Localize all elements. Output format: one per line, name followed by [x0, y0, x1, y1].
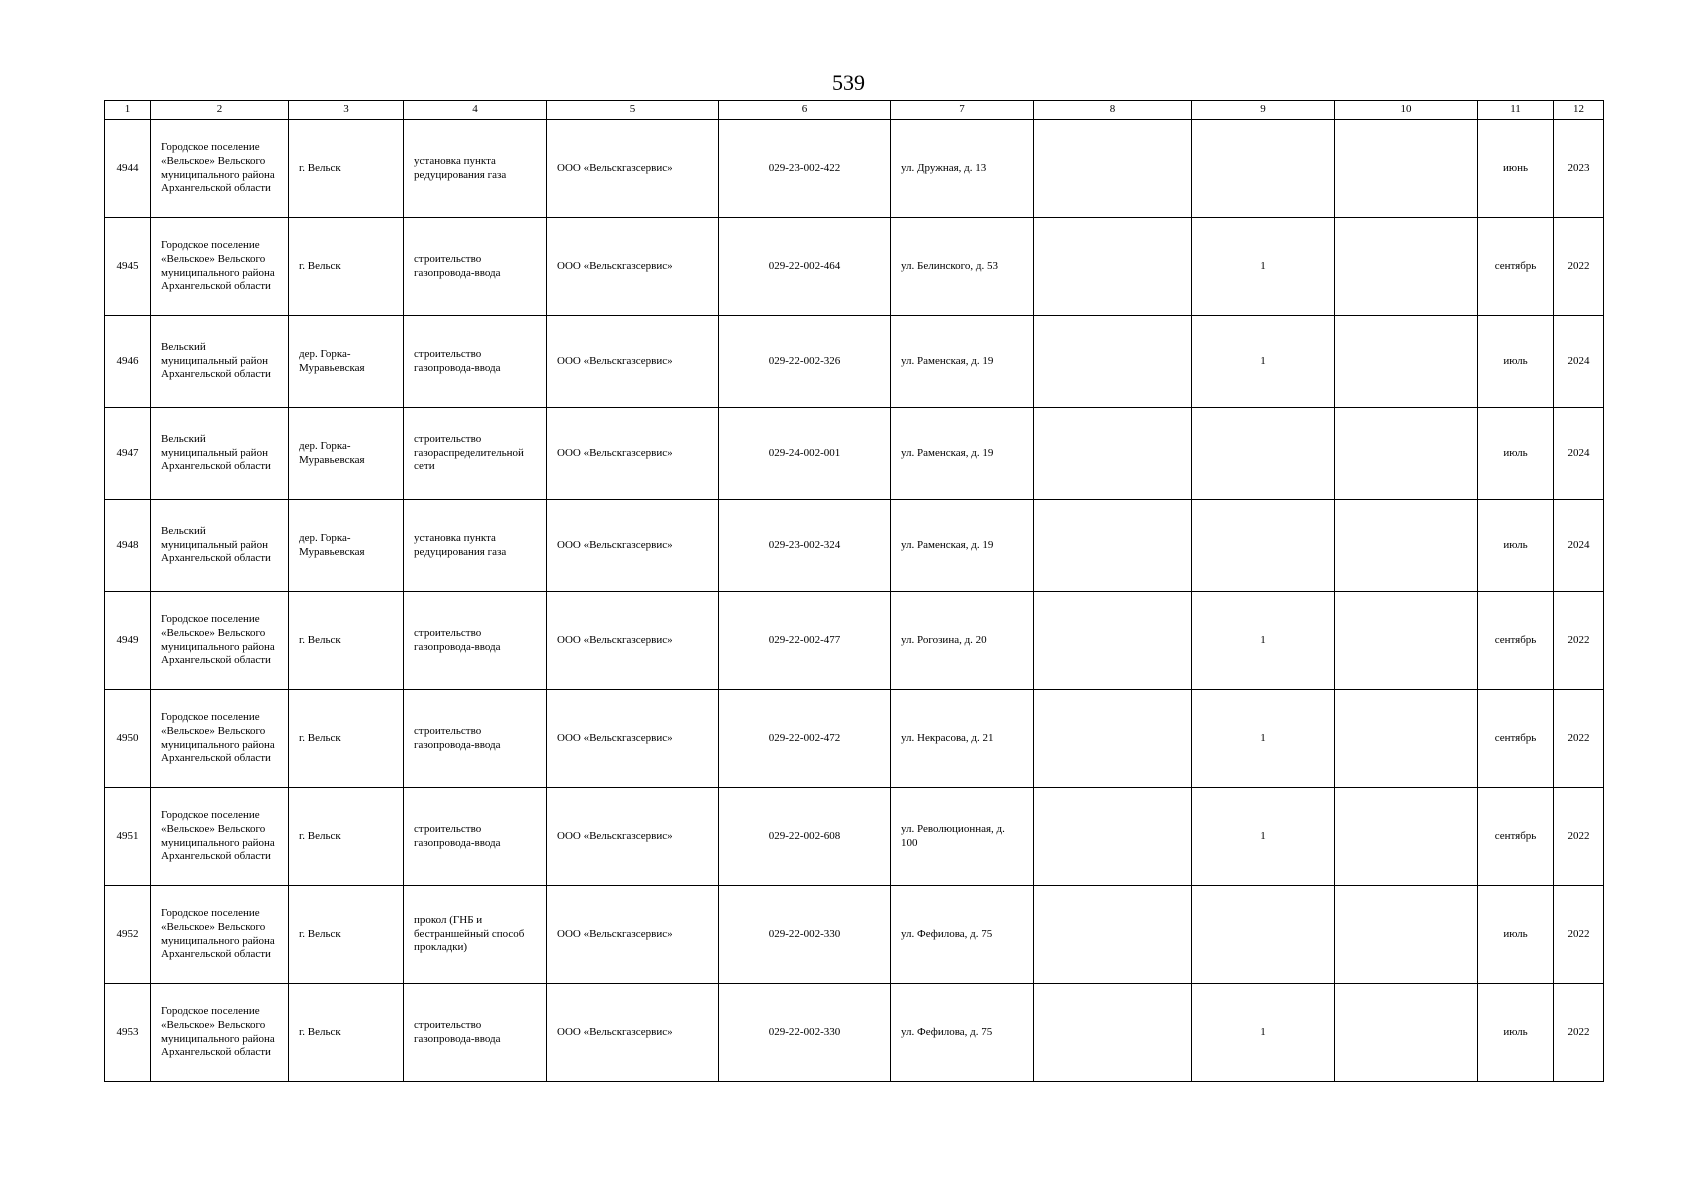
column-10-cell	[1335, 984, 1478, 1082]
column-8-cell	[1034, 218, 1192, 316]
column-8-cell	[1034, 120, 1192, 218]
locality-cell: г. Вельск	[289, 788, 404, 886]
month-cell: сентябрь	[1478, 690, 1554, 788]
work-type-cell: строительство газопровода-ввода	[404, 690, 547, 788]
column-10-cell	[1335, 788, 1478, 886]
column-number-12: 12	[1554, 101, 1604, 120]
column-number-3: 3	[289, 101, 404, 120]
column-10-cell	[1335, 592, 1478, 690]
table-row	[105, 886, 1604, 984]
work-type-cell: установка пункта редуцирования газа	[404, 120, 547, 218]
column-number-6: 6	[719, 101, 891, 120]
year-cell: 2023	[1554, 120, 1604, 218]
organization-cell: ООО «Вельскгазсервис»	[547, 316, 719, 408]
municipality-cell: Вельский муниципальный район Архангельской области	[151, 408, 289, 500]
month-cell: сентябрь	[1478, 788, 1554, 886]
column-10-cell	[1335, 886, 1478, 984]
month-cell: сентябрь	[1478, 592, 1554, 690]
row-number: 4946	[105, 316, 151, 408]
locality-cell: г. Вельск	[289, 984, 404, 1082]
column-9-cell: 1	[1192, 218, 1335, 316]
table-row	[105, 690, 1604, 788]
column-9-cell: 1	[1192, 690, 1335, 788]
column-8-cell	[1034, 788, 1192, 886]
column-number-2: 2	[151, 101, 289, 120]
work-type-cell: строительство газопровода-ввода	[404, 984, 547, 1082]
address-cell: ул. Раменская, д. 19	[891, 500, 1034, 592]
row-number: 4950	[105, 690, 151, 788]
address-cell: ул. Раменская, д. 19	[891, 408, 1034, 500]
code-cell: 029-22-002-326	[719, 316, 891, 408]
row-number: 4949	[105, 592, 151, 690]
column-8-cell	[1034, 500, 1192, 592]
locality-cell: дер. Горка-Муравьевская	[289, 408, 404, 500]
locality-cell: г. Вельск	[289, 218, 404, 316]
column-10-cell	[1335, 316, 1478, 408]
address-cell: ул. Дружная, д. 13	[891, 120, 1034, 218]
municipality-cell: Городское поселение «Вельское» Вельского муниципального района Архангельской области	[151, 592, 289, 690]
work-type-cell: прокол (ГНБ и бестраншейный способ прокладки)	[404, 886, 547, 984]
work-type-cell: установка пункта редуцирования газа	[404, 500, 547, 592]
municipality-cell: Городское поселение «Вельское» Вельского муниципального района Архангельской области	[151, 218, 289, 316]
column-9-cell: 1	[1192, 592, 1335, 690]
column-10-cell	[1335, 120, 1478, 218]
work-type-cell: строительство газопровода-ввода	[404, 316, 547, 408]
column-9-cell: 1	[1192, 316, 1335, 408]
locality-cell: г. Вельск	[289, 592, 404, 690]
table-row	[105, 984, 1604, 1082]
locality-cell: дер. Горка-Муравьевская	[289, 500, 404, 592]
code-cell: 029-22-002-330	[719, 984, 891, 1082]
municipality-cell: Вельский муниципальный район Архангельской области	[151, 316, 289, 408]
column-number-11: 11	[1478, 101, 1554, 120]
row-number: 4944	[105, 120, 151, 218]
municipality-cell: Городское поселение «Вельское» Вельского муниципального района Архангельской области	[151, 984, 289, 1082]
table-row	[105, 788, 1604, 886]
table-row	[105, 500, 1604, 592]
address-cell: ул. Белинского, д. 53	[891, 218, 1034, 316]
row-number: 4947	[105, 408, 151, 500]
address-cell: ул. Фефилова, д. 75	[891, 886, 1034, 984]
work-type-cell: строительство газопровода-ввода	[404, 592, 547, 690]
organization-cell: ООО «Вельскгазсервис»	[547, 218, 719, 316]
registry-table	[104, 100, 1604, 1082]
code-cell: 029-22-002-477	[719, 592, 891, 690]
table-row	[105, 218, 1604, 316]
table-row	[105, 408, 1604, 500]
address-cell: ул. Фефилова, д. 75	[891, 984, 1034, 1082]
column-9-cell	[1192, 408, 1335, 500]
locality-cell: дер. Горка-Муравьевская	[289, 316, 404, 408]
month-cell: июль	[1478, 316, 1554, 408]
code-cell: 029-22-002-330	[719, 886, 891, 984]
column-8-cell	[1034, 886, 1192, 984]
row-number: 4951	[105, 788, 151, 886]
year-cell: 2022	[1554, 984, 1604, 1082]
address-cell: ул. Некрасова, д. 21	[891, 690, 1034, 788]
work-type-cell: строительство газопровода-ввода	[404, 218, 547, 316]
table-body	[105, 120, 1604, 1082]
municipality-cell: Городское поселение «Вельское» Вельского муниципального района Архангельской области	[151, 788, 289, 886]
code-cell: 029-24-002-001	[719, 408, 891, 500]
column-number-1: 1	[105, 101, 151, 120]
column-8-cell	[1034, 408, 1192, 500]
column-9-cell: 1	[1192, 788, 1335, 886]
column-number-5: 5	[547, 101, 719, 120]
table-row	[105, 120, 1604, 218]
year-cell: 2024	[1554, 316, 1604, 408]
organization-cell: ООО «Вельскгазсервис»	[547, 788, 719, 886]
year-cell: 2022	[1554, 690, 1604, 788]
row-number: 4945	[105, 218, 151, 316]
column-10-cell	[1335, 500, 1478, 592]
column-8-cell	[1034, 316, 1192, 408]
column-number-7: 7	[891, 101, 1034, 120]
year-cell: 2024	[1554, 500, 1604, 592]
code-cell: 029-22-002-608	[719, 788, 891, 886]
column-9-cell: 1	[1192, 984, 1335, 1082]
organization-cell: ООО «Вельскгазсервис»	[547, 690, 719, 788]
organization-cell: ООО «Вельскгазсервис»	[547, 886, 719, 984]
column-8-cell	[1034, 592, 1192, 690]
column-9-cell	[1192, 500, 1335, 592]
column-10-cell	[1335, 218, 1478, 316]
year-cell: 2022	[1554, 218, 1604, 316]
column-9-cell	[1192, 120, 1335, 218]
code-cell: 029-22-002-464	[719, 218, 891, 316]
year-cell: 2022	[1554, 886, 1604, 984]
month-cell: июль	[1478, 984, 1554, 1082]
organization-cell: ООО «Вельскгазсервис»	[547, 592, 719, 690]
month-cell: июль	[1478, 886, 1554, 984]
month-cell: июль	[1478, 500, 1554, 592]
organization-cell: ООО «Вельскгазсервис»	[547, 120, 719, 218]
organization-cell: ООО «Вельскгазсервис»	[547, 500, 719, 592]
column-10-cell	[1335, 408, 1478, 500]
municipality-cell: Городское поселение «Вельское» Вельского муниципального района Архангельской области	[151, 120, 289, 218]
month-cell: июль	[1478, 408, 1554, 500]
address-cell: ул. Раменская, д. 19	[891, 316, 1034, 408]
locality-cell: г. Вельск	[289, 120, 404, 218]
row-number: 4953	[105, 984, 151, 1082]
work-type-cell: строительство газопровода-ввода	[404, 788, 547, 886]
work-type-cell: строительство газораспределительной сети	[404, 408, 547, 500]
column-number-4: 4	[404, 101, 547, 120]
month-cell: июнь	[1478, 120, 1554, 218]
code-cell: 029-23-002-324	[719, 500, 891, 592]
table-row	[105, 316, 1604, 408]
address-cell: ул. Рогозина, д. 20	[891, 592, 1034, 690]
locality-cell: г. Вельск	[289, 886, 404, 984]
municipality-cell: Городское поселение «Вельское» Вельского муниципального района Архангельской области	[151, 690, 289, 788]
organization-cell: ООО «Вельскгазсервис»	[547, 984, 719, 1082]
column-10-cell	[1335, 690, 1478, 788]
column-9-cell	[1192, 886, 1335, 984]
column-number-8: 8	[1034, 101, 1192, 120]
table-header	[105, 101, 1604, 120]
column-8-cell	[1034, 690, 1192, 788]
municipality-cell: Городское поселение «Вельское» Вельского муниципального района Архангельской области	[151, 886, 289, 984]
year-cell: 2024	[1554, 408, 1604, 500]
column-number-9: 9	[1192, 101, 1335, 120]
page-number: 539	[832, 70, 865, 95]
address-cell: ул. Революционная, д. 100	[891, 788, 1034, 886]
organization-cell: ООО «Вельскгазсервис»	[547, 408, 719, 500]
column-number-10: 10	[1335, 101, 1478, 120]
row-number: 4948	[105, 500, 151, 592]
month-cell: сентябрь	[1478, 218, 1554, 316]
locality-cell: г. Вельск	[289, 690, 404, 788]
year-cell: 2022	[1554, 788, 1604, 886]
row-number: 4952	[105, 886, 151, 984]
column-8-cell	[1034, 984, 1192, 1082]
municipality-cell: Вельский муниципальный район Архангельской области	[151, 500, 289, 592]
code-cell: 029-22-002-472	[719, 690, 891, 788]
year-cell: 2022	[1554, 592, 1604, 690]
table-row	[105, 592, 1604, 690]
code-cell: 029-23-002-422	[719, 120, 891, 218]
header-row	[105, 101, 1604, 120]
